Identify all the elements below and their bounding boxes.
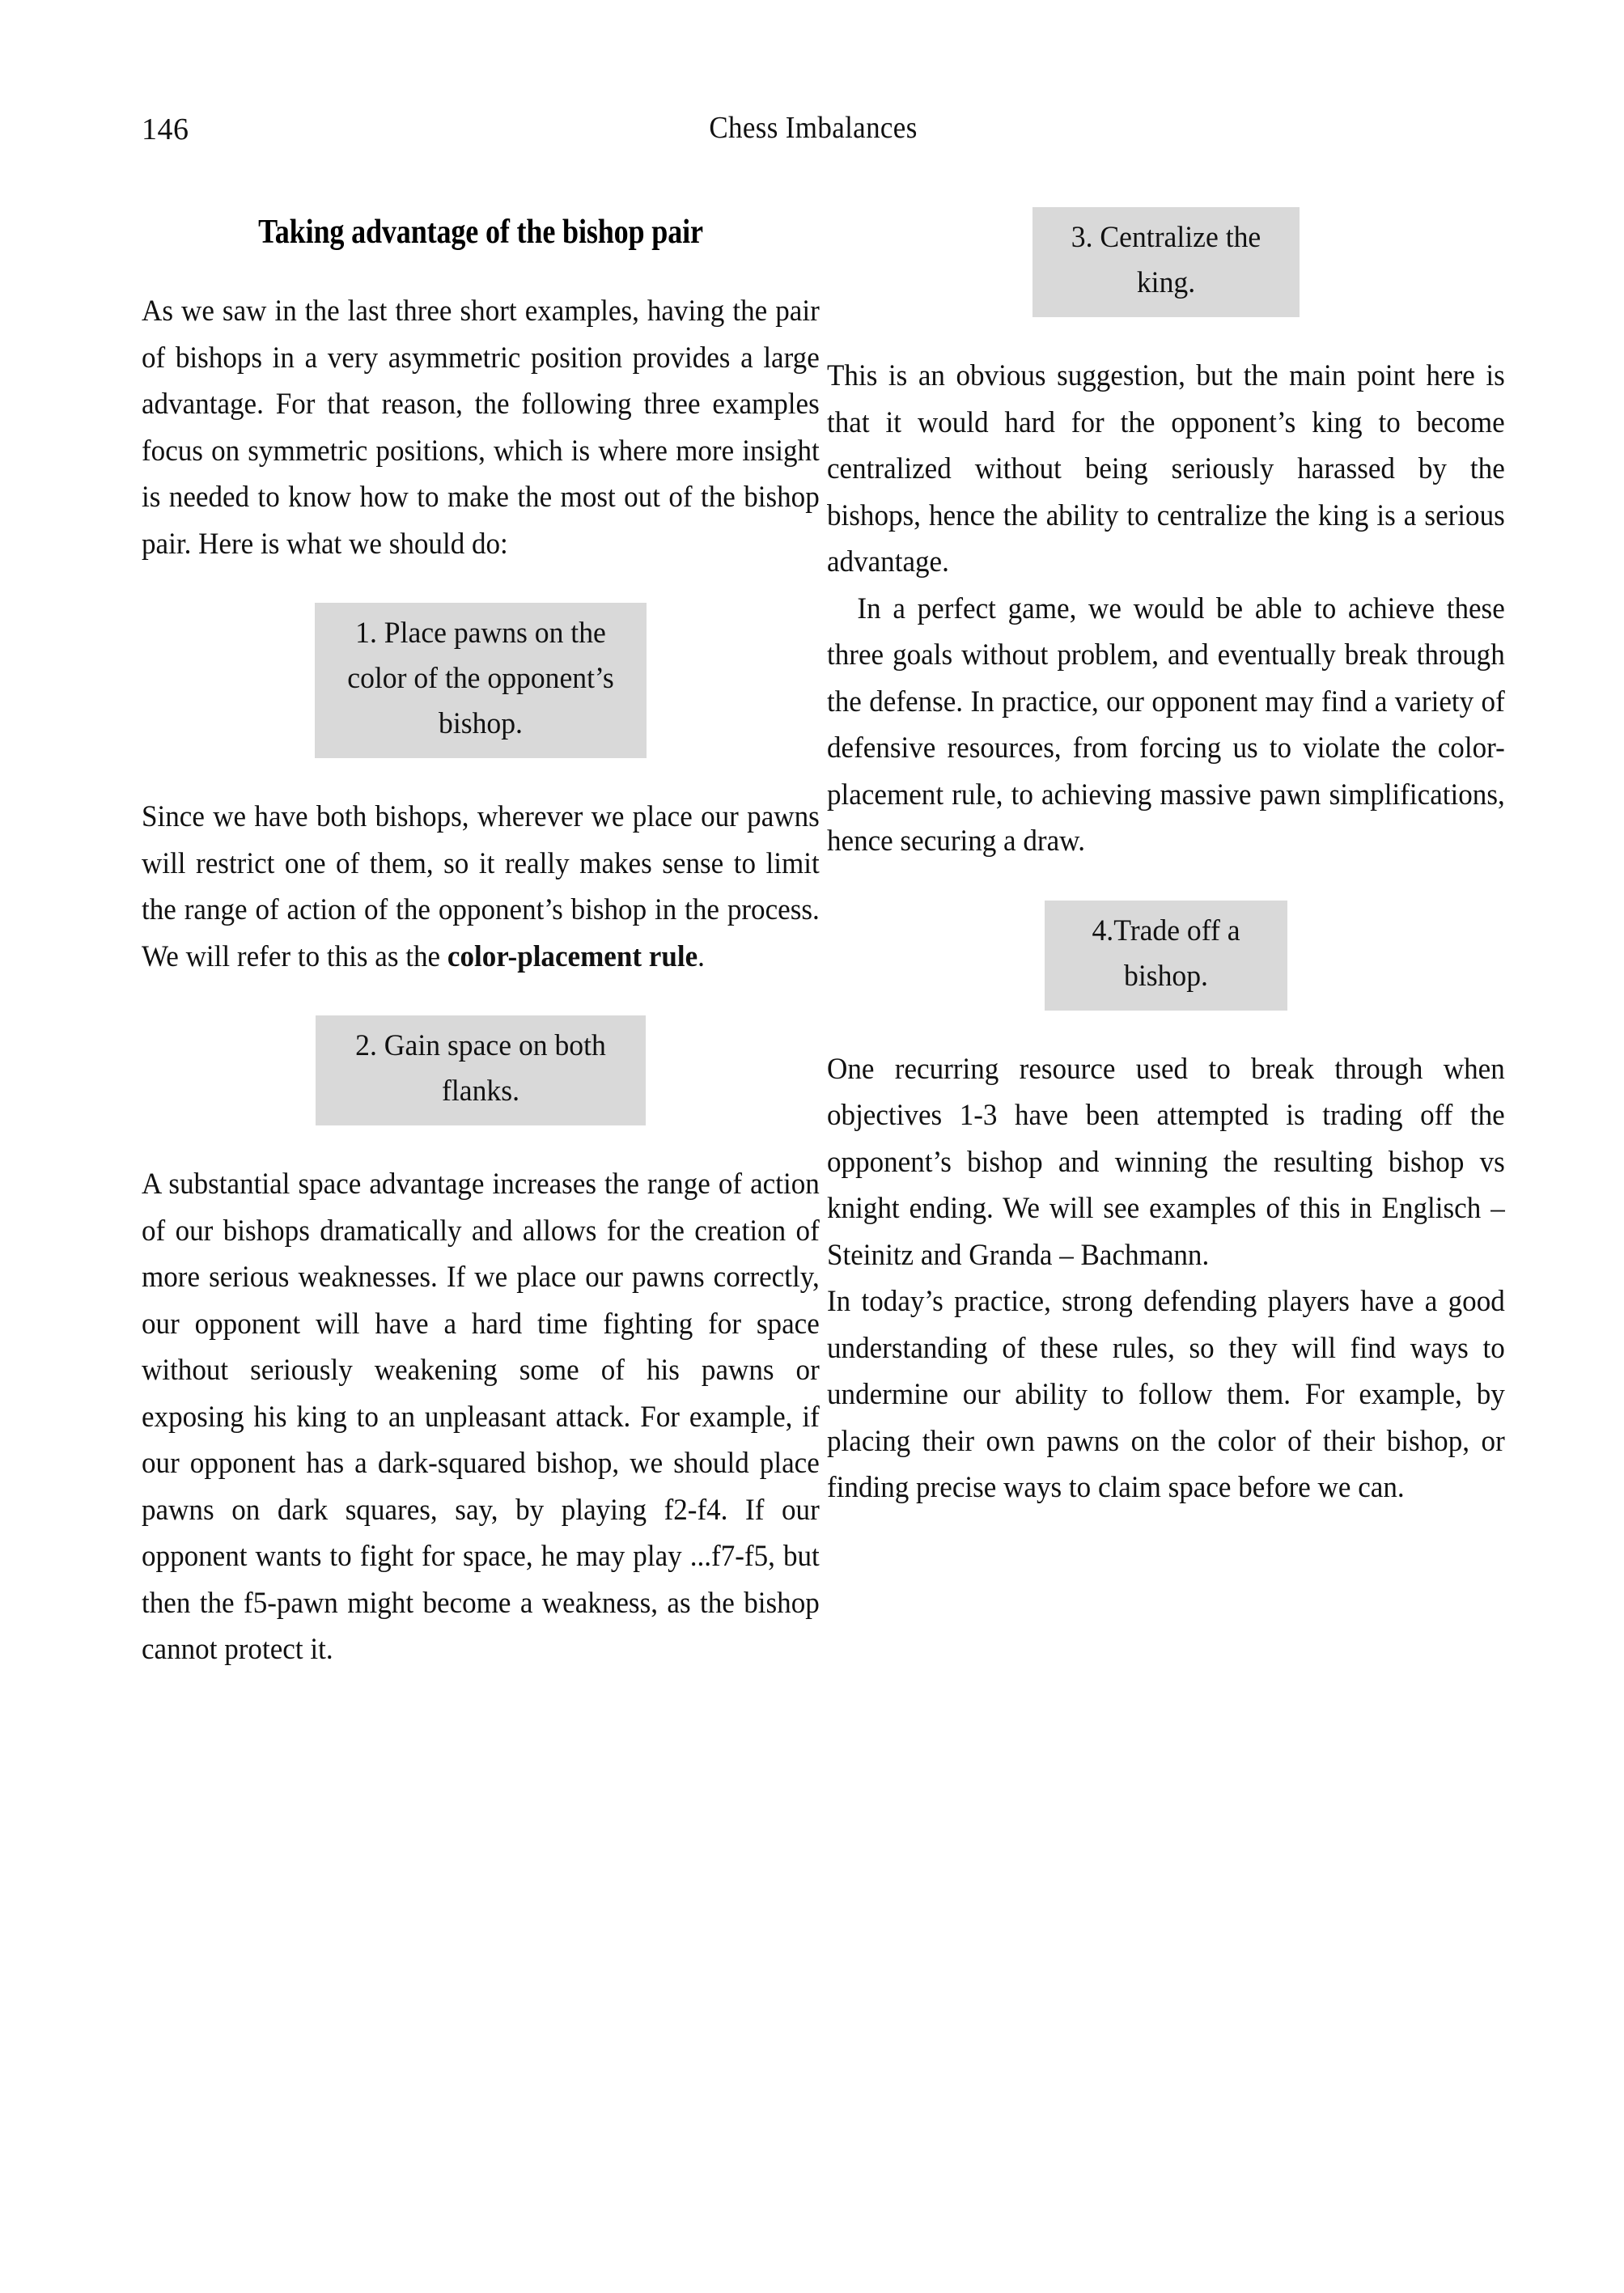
book-title: Chess Imbalances <box>709 111 918 145</box>
rule-box-3-label: 3. Centralize the king. <box>1071 221 1261 299</box>
rule-box-3-slot <box>827 207 1505 317</box>
color-placement-rule-term: color-placement rule <box>447 939 698 973</box>
rule-box-4-slot <box>827 901 1505 1011</box>
paragraph-modern-defense: In today’s practice, strong defending players have a good understanding of these rules, so they will find ways to undermine our ability to follow them. For example, by placing their own pawns on the color of their bishop, or finding precise ways to claim space before we can. <box>827 1285 1505 1504</box>
paragraph-trade-off-bishop: One recurring resource used to break through when objectives 1-3 have been attempted is trading off the opponent’s bishop and winning the resulting bishop vs knight ending. We will see examples of this in Englisch – Steinitz and Granda – Bachmann. <box>827 1052 1505 1272</box>
rule-box-4 <box>1045 901 1287 1011</box>
rule-box-2-slot <box>142 1015 820 1125</box>
paragraph-centralize-king: This is an obvious suggestion, but the main point here is that it would hard for the opponent’s king to become centralized without being seriously harassed by the bishops, hence the ability to centralize the king is a serious advantage. <box>827 359 1505 579</box>
page-number: 146 <box>142 112 189 146</box>
section-heading: Taking advantage of the bishop pair <box>258 214 703 251</box>
rule-box-1 <box>315 603 647 758</box>
rule-box-2 <box>316 1015 646 1125</box>
left-column <box>142 202 820 1673</box>
rule-box-2-label: 2. Gain space on both flanks. <box>355 1029 606 1108</box>
rule-box-1-label: 1. Place pawns on the color of the opponent’s bishop. <box>347 617 614 741</box>
paragraph-color-placement <box>142 794 820 980</box>
paragraph-perfect-game: In a perfect game, we would be able to achieve these three goals without problem, and eventually break through the defense. In practice, our opponent may find a variety of defensive resources, from forcing us to violate the color-placement rule, to achieving massive pawn simplifications, hence securing a draw. <box>827 591 1505 858</box>
paragraph-intro: As we saw in the last three short examples, having the pair of bishops in a very asymmetric position provides a large advantage. For that reason, the following three examples focus on symmetric positions, which is where more insight is needed to know how to make the most out of the bishop pair. Here is what we should do: <box>142 295 820 561</box>
rule-box-4-label: 4.Trade off a bishop. <box>1092 913 1240 993</box>
rule-box-1-slot <box>142 603 820 758</box>
paragraph-color-placement-tail: . <box>698 939 705 973</box>
paragraph-color-placement-lead: Since we have both bishops, wherever we place our pawns will restrict one of them, so it really makes sense to limit the range of action of the opponent’s bishop in the process. We will refer to this as the <box>142 800 820 973</box>
rule-box-3 <box>1032 207 1300 317</box>
paragraph-space-advantage: A substantial space advantage increases the range of action of our bishops dramatically and allows for the creation of more serious weaknesses. If we place our pawns correctly, our opponent will have a hard time fighting for space without seriously weakening some of his pawns or exposing his king to an unpleasant attack. For example, if our opponent has a dark-squared bishop, we should place pawns on dark squares, say, by playing f2-f4. If our opponent wants to fight for space, he may play ...f7-f5, but then the f5-pawn might become a weakness, as the bishop cannot protect it. <box>142 1168 820 1667</box>
running-head <box>142 112 1485 149</box>
right-column <box>827 202 1505 1511</box>
